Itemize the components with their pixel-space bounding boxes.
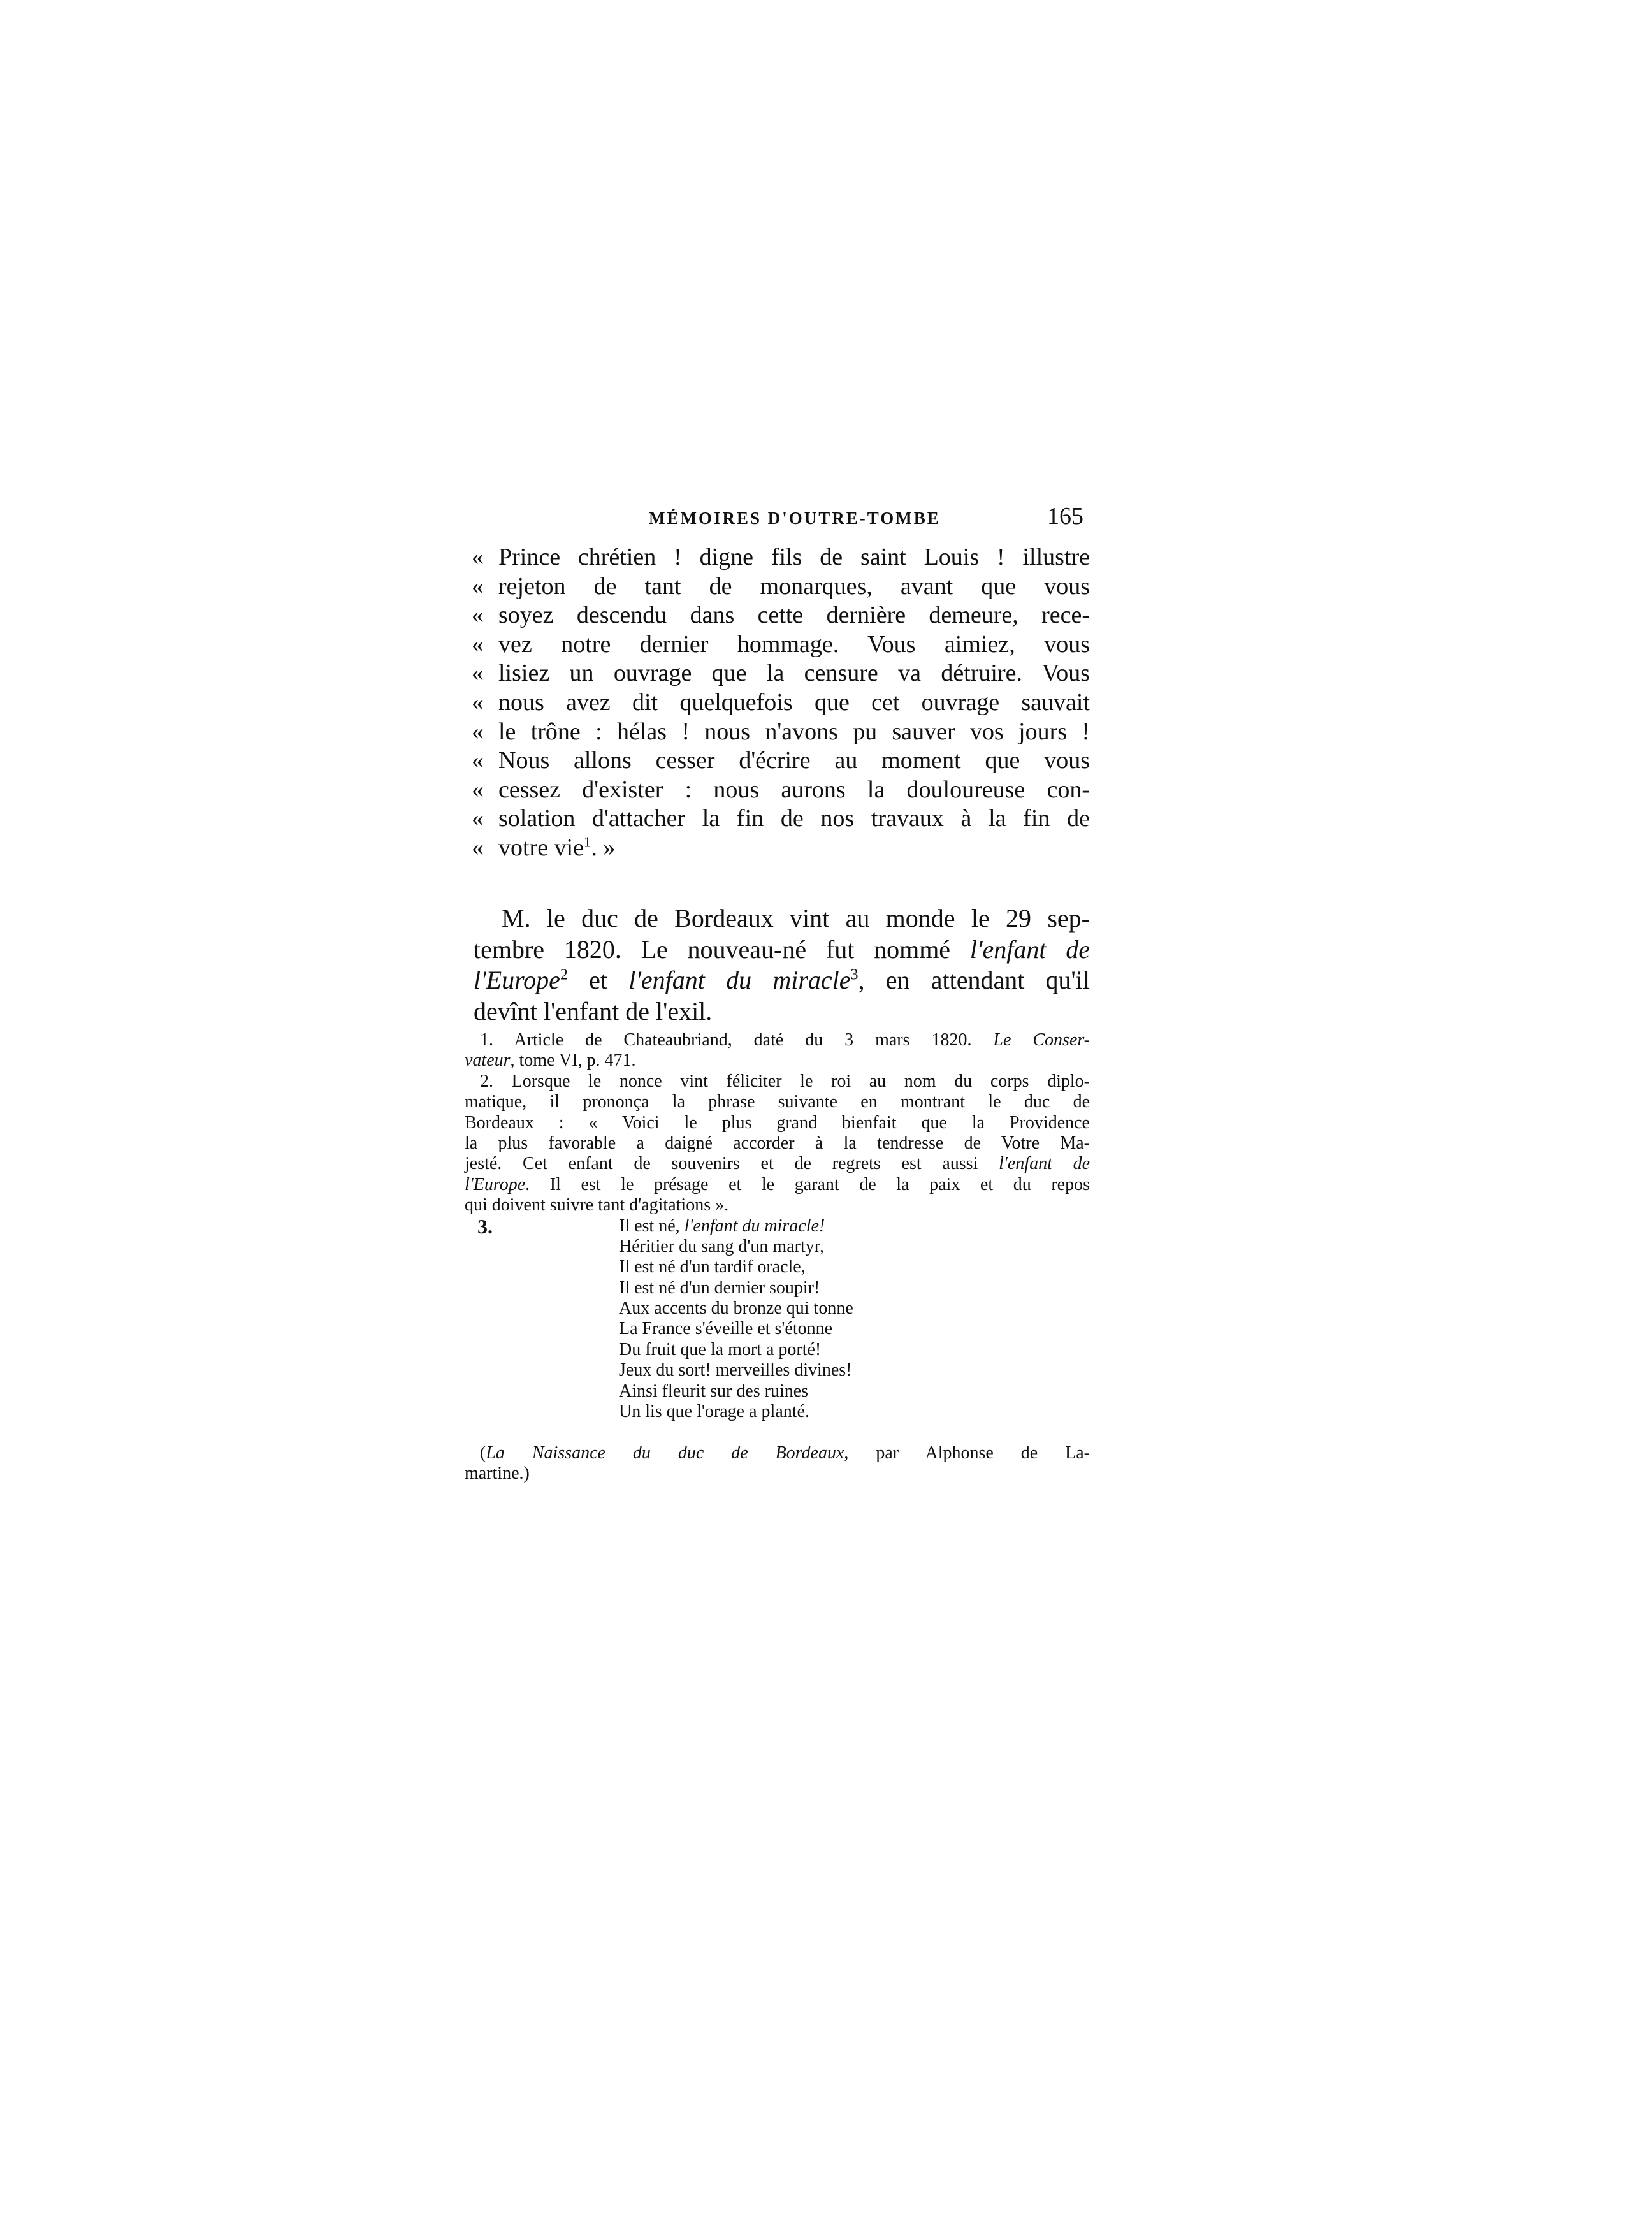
guillemet: « xyxy=(472,602,484,629)
text-run: 1. Article de Chateaubriand, daté du 3 mars 1820. xyxy=(480,1030,994,1050)
text-run: , en attendant qu'il xyxy=(858,966,1090,994)
poem-attribution xyxy=(465,1443,1090,1485)
footnote-ref-1: 1 xyxy=(584,834,591,850)
attribution-line xyxy=(465,1443,1090,1463)
guillemet: « xyxy=(472,834,484,861)
italic-run: l'enfant du miracle! xyxy=(684,1216,825,1236)
quote-line-text: vez notre dernier hommage. Vous aimiez, vous xyxy=(498,630,1090,658)
guillemet: « xyxy=(472,747,484,774)
quote-line xyxy=(472,746,1090,776)
paragraph-line xyxy=(474,965,1090,996)
guillemet: « xyxy=(472,660,484,687)
paragraph-line: devînt l'enfant de l'exil. xyxy=(474,996,713,1026)
poem-line: Un lis que l'orage a planté. xyxy=(619,1402,809,1422)
quote-line xyxy=(472,572,1090,602)
quote-line-text: soyez descendu dans cette dernière demeure, rece- xyxy=(498,602,1090,629)
guillemet: « xyxy=(472,544,484,570)
poem-line: Jeux du sort! merveilles divines! xyxy=(619,1360,852,1381)
poem-line: Ainsi fleurit sur des ruines xyxy=(619,1381,809,1401)
quote-line xyxy=(472,659,1090,688)
quote-line-text: cessez d'exister : nous aurons la douloureuse con- xyxy=(498,776,1090,803)
quote-line xyxy=(472,718,1090,747)
quote-line xyxy=(472,804,1090,834)
poem-line: La France s'éveille et s'étonne xyxy=(619,1319,833,1339)
footnote-2-line: Bordeaux : « Voici le plus grand bienfait que la Providence xyxy=(465,1112,1090,1133)
italic-run: vateur xyxy=(465,1050,511,1071)
quote-line xyxy=(472,834,1090,863)
footnote-2-line: qui doivent suivre tant d'agitations ». xyxy=(465,1195,729,1216)
quote-closing: . » xyxy=(591,834,616,861)
poem-line: Aux accents du bronze qui tonne xyxy=(619,1298,853,1319)
footnote-1 xyxy=(465,1030,1090,1050)
footnote-3-number: 3. xyxy=(477,1214,493,1238)
poem xyxy=(619,1216,853,1423)
poem-line: Il est né d'un tardif oracle, xyxy=(619,1257,806,1277)
italic-run: l'enfant de xyxy=(969,934,1090,964)
text-run: tembre 1820. Le nouveau-né fut nommé xyxy=(474,934,970,964)
guillemet: « xyxy=(472,630,484,658)
footnote-2: 2. Lorsque le nonce vint féliciter le roi au nom du corps diplo- xyxy=(480,1071,1090,1091)
page-header xyxy=(637,505,1083,530)
footnote-2-line: la plus favorable a daigné accorder à la tendresse de Votre Ma- xyxy=(465,1133,1090,1153)
quote-line xyxy=(472,776,1090,805)
guillemet: « xyxy=(472,718,484,745)
quote-line xyxy=(472,543,1090,572)
quote-line-text: lisiez un ouvrage que la censure va détruire. Vous xyxy=(498,660,1090,687)
poem-line: Du fruit que la mort a porté! xyxy=(619,1339,822,1360)
italic-run: Le Conser- xyxy=(993,1030,1090,1050)
quote-line xyxy=(472,601,1090,630)
paragraph-line xyxy=(474,934,1090,966)
footnote-2-line xyxy=(465,1175,1090,1195)
text-run: ( xyxy=(480,1442,486,1463)
quote-last-text: votre vie xyxy=(498,834,584,861)
main-paragraph xyxy=(474,903,1090,1027)
quote-line-text: Prince chrétien ! digne fils de saint Louis ! illustre xyxy=(498,544,1090,570)
footnote-ref-3: 3 xyxy=(850,966,859,984)
quote-line-text xyxy=(498,834,1090,863)
text-run: , tome VI, p. 471. xyxy=(510,1050,636,1071)
attribution-line: martine.) xyxy=(465,1463,530,1483)
quote-line-text: le trône : hélas ! nous n'avons pu sauver vos jours ! xyxy=(498,718,1090,745)
quote-line-text: solation d'attacher la fin de nos travaux à la fin de xyxy=(498,805,1090,832)
quote-line xyxy=(472,630,1090,660)
quote-line-text: rejeton de tant de monarques, avant que vous xyxy=(498,572,1090,600)
italic-run: l'Europe xyxy=(465,1174,526,1194)
guillemet: « xyxy=(472,572,484,600)
text-run: . Il est le présage et le garant de la paix et du repos xyxy=(525,1174,1090,1194)
text-run: Il est né, xyxy=(619,1216,685,1236)
quote-line xyxy=(472,688,1090,718)
text-run: , par Alphonse de La- xyxy=(844,1442,1090,1463)
italic-run: l'enfant de xyxy=(999,1154,1090,1174)
text-run: et xyxy=(567,966,629,994)
quote-line-text: Nous allons cesser d'écrire au moment que vous xyxy=(498,747,1090,774)
footnote-3 xyxy=(465,1214,1090,1483)
page-number: 165 xyxy=(1047,503,1083,530)
italic-run: l'enfant du miracle xyxy=(628,966,851,994)
poem-line xyxy=(619,1216,853,1237)
poem-line: Il est né d'un dernier soupir! xyxy=(619,1277,820,1298)
running-title: MÉMOIRES D'OUTRE-TOMBE xyxy=(649,509,941,528)
text-run: jesté. Cet enfant de souvenirs et de regrets est aussi xyxy=(465,1154,999,1174)
footnote-2-line: matique, il prononça la phrase suivante en montrant le duc de xyxy=(465,1092,1090,1112)
quoted-speech xyxy=(472,543,1090,863)
poem-line: Héritier du sang d'un martyr, xyxy=(619,1236,824,1256)
footnote-2-line xyxy=(465,1154,1090,1174)
paragraph-line: M. le duc de Bordeaux vint au monde le 29 sep- xyxy=(502,904,1090,933)
footnote-ref-2: 2 xyxy=(560,966,568,984)
italic-run: l'Europe xyxy=(474,966,560,994)
guillemet: « xyxy=(472,688,484,716)
quote-line-text: nous avez dit quelquefois que cet ouvrage sauvait xyxy=(498,688,1090,716)
footnotes xyxy=(465,1030,1090,1483)
italic-run: La Naissance du duc de Bordeaux xyxy=(486,1442,844,1463)
footnote-1-cont xyxy=(465,1050,1090,1071)
guillemet: « xyxy=(472,805,484,832)
guillemet: « xyxy=(472,776,484,803)
